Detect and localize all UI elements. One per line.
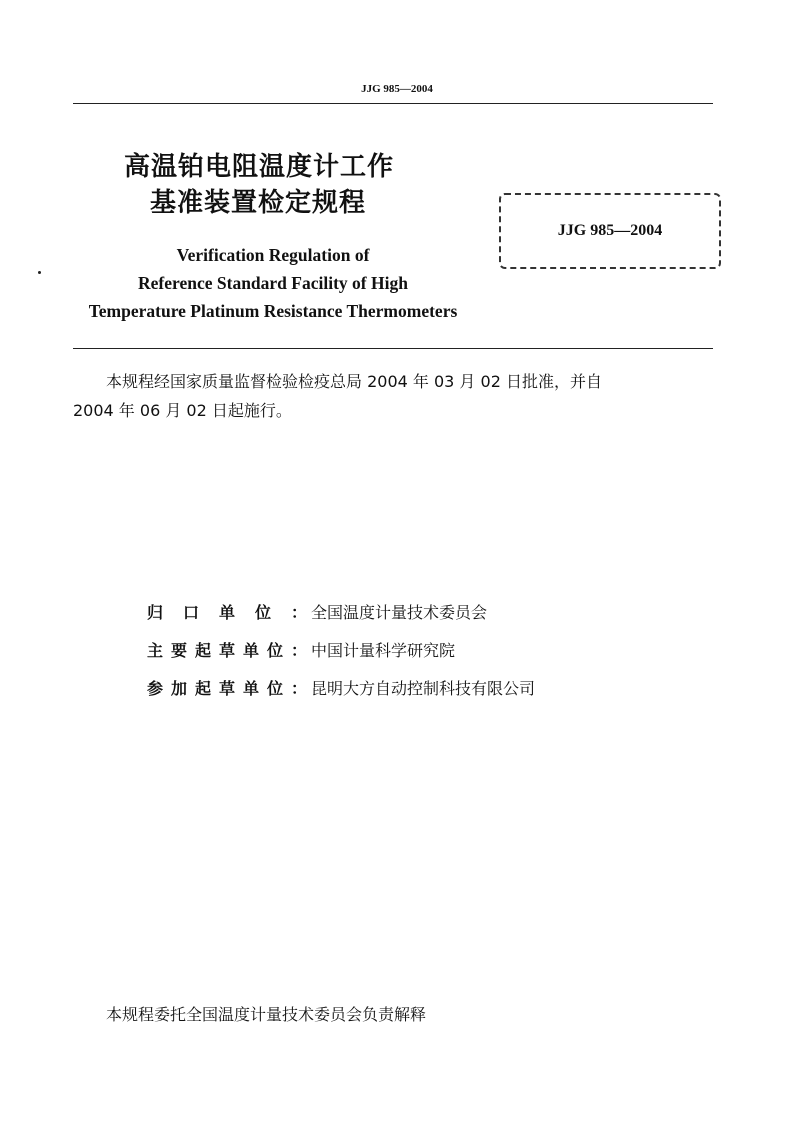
code-box-code: JJG 985—2004 <box>557 222 663 239</box>
unit-label-participating: 参加起草单位： <box>147 679 307 698</box>
unit-value-participating: 昆明大方自动控制科技有限公司 <box>311 679 536 698</box>
unit-label-responsible: 归口单位： <box>147 603 307 622</box>
title-en-line2: Reference Standard Facility of High <box>138 273 408 293</box>
header-code: JJG 985—2004 <box>361 83 433 95</box>
footer-note: 本规程委托全国温度计量技术委员会负责解释 <box>106 1005 427 1024</box>
title-cn-line2: 基准装置检定规程 <box>150 188 367 218</box>
margin-dot <box>38 271 41 274</box>
unit-value-main-drafting: 中国计量科学研究院 <box>311 641 456 660</box>
title-en-line3: Temperature Platinum Resistance Thermometers <box>88 301 458 321</box>
header-rule <box>73 103 713 104</box>
unit-label-main-drafting: 主要起草单位： <box>147 641 307 660</box>
title-cn-line1: 高温铂电阻温度计工作 <box>124 152 395 182</box>
approval-line2: 2004 年 06 月 02 日起施行。 <box>73 401 292 420</box>
unit-value-responsible: 全国温度计量技术委员会 <box>311 603 488 622</box>
approval-line1: 本规程经国家质量监督检验检疫总局 2004 年 03 月 02 日批准，并自 <box>106 372 602 391</box>
title-en-line1: Verification Regulation of <box>176 245 370 265</box>
title-rule <box>73 348 713 349</box>
